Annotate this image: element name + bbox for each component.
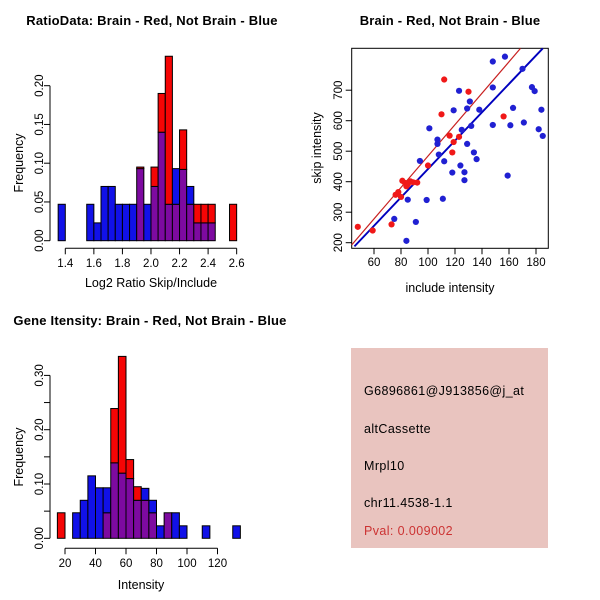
gene-intensity-histogram-bar-segment	[141, 500, 149, 538]
gene-intensity-histogram-y-tick-label: 0.00	[34, 527, 46, 550]
gene-intensity-histogram-bar-segment	[164, 513, 172, 539]
ratio-histogram-x-tick-label: 1.8	[114, 258, 131, 270]
ratio-histogram-bar-segment	[172, 169, 179, 205]
intensity-scatter-blue-point	[505, 173, 511, 179]
ratio-histogram-bar-segment	[144, 204, 151, 240]
gene-intensity-histogram-bar-segment	[157, 526, 165, 538]
scatter-ylabel: skip intensity	[310, 112, 324, 184]
gene-intensity-histogram-y-tick-label: 0.10	[34, 472, 46, 496]
ratio-histogram-bar-segment	[172, 204, 179, 240]
intensity-scatter-blue-point	[436, 151, 442, 157]
intensity-scatter-blue-point	[456, 88, 462, 94]
intensity-scatter-y-tick-label: 200	[333, 233, 345, 253]
ratio-histogram-x-tick-label: 2.2	[171, 258, 188, 270]
intensity-scatter-red-point	[398, 194, 404, 200]
scatter-title: Brain - Red, Not Brain - Blue	[359, 13, 541, 28]
gene-intensity-histogram-x-tick-label: 80	[150, 558, 163, 570]
ratio-histogram-y-tick-label: 0.05	[34, 190, 46, 214]
gene-intensity-histogram-bar-segment	[73, 513, 81, 539]
intensity-scatter-blue-point	[413, 219, 419, 225]
intensity-scatter-blue-point	[476, 107, 482, 113]
ratio-histogram-x-tick-label: 2.0	[142, 258, 159, 270]
gene-intensity-histogram-bar-segment	[141, 488, 149, 500]
gene-intensity-histogram-ylabel: Frequency	[12, 427, 26, 487]
gene-intensity-histogram-x-tick-label: 40	[89, 558, 102, 570]
intensity-scatter-blue-point	[507, 122, 513, 128]
intensity-scatter-red-point	[414, 180, 420, 186]
intensity-scatter-blue-point	[467, 98, 473, 104]
intensity-scatter-x-tick-label: 100	[418, 257, 438, 269]
ratio-histogram-bar-segment	[137, 169, 144, 241]
probe-id-text: G6896861@J913856@j_at	[364, 384, 525, 398]
ratio-histogram-y-tick-label: 0.10	[34, 152, 46, 175]
intensity-scatter-x-tick-label: 80	[394, 257, 408, 269]
ratio-histogram-ylabel: Frequency	[12, 133, 26, 193]
ratio-histogram-bar-segment	[208, 204, 215, 223]
ratio-histogram-bar-segment	[87, 204, 94, 240]
gene-intensity-histogram-bar-segment	[126, 460, 134, 479]
ratio-histogram-bar-segment	[115, 204, 122, 240]
intensity-scatter-blue-point	[502, 54, 508, 60]
splice-type-text: altCassette	[364, 422, 431, 436]
intensity-scatter-blue-point	[474, 156, 480, 162]
ratio-histogram-bar-segment	[151, 186, 158, 240]
intensity-scatter-red-point	[451, 139, 457, 145]
ratio-histogram-bar-segment	[165, 204, 172, 240]
ratio-histogram-bar-segment	[108, 186, 115, 240]
ratio-histogram-bar-segment	[130, 204, 137, 240]
ratio-histogram-bar-segment	[158, 132, 165, 241]
intensity-scatter-blue-point	[449, 169, 455, 175]
intensity-scatter-blue-point	[540, 133, 546, 139]
intensity-scatter-blue-point	[536, 126, 542, 132]
intensity-scatter-blue-point	[417, 158, 423, 164]
intensity-scatter-red-point	[447, 133, 453, 139]
ratio-histogram-bar-segment	[201, 223, 208, 241]
ratio-histogram-x-tick-label: 2.4	[200, 258, 217, 270]
intensity-scatter-red-point	[501, 113, 507, 119]
ratio-histogram-x-tick-label: 2.6	[228, 258, 245, 270]
intensity-scatter-blue-point	[464, 105, 470, 111]
intensity-scatter-blue-point	[457, 162, 463, 168]
gene-intensity-histogram-xlabel: Intensity	[117, 578, 165, 592]
intensity-scatter-red-point	[441, 76, 447, 82]
intensity-scatter-red-point	[388, 221, 394, 227]
gene-intensity-histogram-bar-segment	[134, 500, 142, 538]
intensity-scatter-blue-point	[471, 149, 477, 155]
gene-intensity-histogram-y-tick-label: 0.30	[34, 364, 46, 387]
intensity-scatter-blue-point	[521, 119, 527, 125]
ratio-histogram-xlabel: Log2 Ratio Skip/Include	[84, 276, 218, 290]
ratio-histogram-bar-segment	[180, 130, 187, 170]
intensity-scatter-blue-point	[434, 141, 440, 147]
intensity-scatter-blue-point	[538, 107, 544, 113]
gene-intensity-histogram-bar-segment	[202, 526, 210, 538]
gene-info-panel	[351, 348, 548, 548]
chromosome-text: chr11.4538-1.1	[364, 496, 453, 510]
gene-intensity-histogram-bar-segment	[103, 488, 111, 513]
intensity-scatter-blue-point	[391, 216, 397, 222]
intensity-scatter-blue-point	[490, 84, 496, 90]
gene-intensity-histogram-y-tick-label: 0.20	[34, 418, 46, 441]
intensity-scatter-x-tick-label: 120	[445, 257, 465, 269]
gene-intensity-histogram-bar-segment	[126, 479, 134, 539]
intensity-scatter-blue-point	[459, 127, 465, 133]
intensity-scatter-blue-point	[464, 141, 470, 147]
gene-intensity-histogram-bar-segment	[111, 409, 119, 463]
ratio-histogram-bar-segment	[101, 186, 108, 240]
intensity-scatter-blue-point	[532, 88, 538, 94]
intensity-scatter-blue-point	[461, 169, 467, 175]
intensity-scatter-x-tick-label: 60	[367, 257, 381, 269]
ratio-histogram-bar-segment	[201, 204, 208, 223]
pvalue-text: Pval: 0.009002	[364, 524, 453, 538]
ratio-histogram-x-tick-label: 1.4	[57, 258, 74, 270]
intensity-scatter-blue-point	[451, 107, 457, 113]
intensity-scatter-blue-point	[405, 197, 411, 203]
intensity-scatter-red-point	[438, 111, 444, 117]
intensity-scatter-blue-point	[490, 122, 496, 128]
intensity-scatter-y-tick-label: 300	[333, 202, 345, 222]
ratio-histogram-bar-segment	[158, 93, 165, 132]
ratio-histogram-bar-segment	[194, 204, 201, 223]
intensity-scatter-red-point	[425, 162, 431, 168]
intensity-scatter-blue-point	[426, 125, 432, 131]
intensity-scatter-x-tick-label: 160	[499, 257, 519, 269]
gene-intensity-histogram-bar-segment	[118, 473, 126, 538]
ratio-histogram-y-tick-label: 0.20	[34, 74, 46, 97]
gene-intensity-histogram-x-tick-label: 20	[58, 558, 72, 570]
intensity-scatter-y-tick-label: 500	[333, 141, 345, 161]
gene-intensity-histogram-bar-segment	[149, 500, 157, 512]
gene-intensity-histogram-bar-segment	[57, 513, 65, 539]
intensity-scatter-red-point	[370, 227, 376, 233]
intensity-scatter-x-tick-label: 180	[526, 257, 546, 269]
gene-intensity-histogram-bar-segment	[103, 513, 111, 539]
ratio-histogram-bar-segment	[180, 169, 187, 240]
ratio-histogram-bar-segment	[137, 167, 144, 169]
intensity-scatter-blue-point	[424, 197, 430, 203]
intensity-scatter-blue-point	[468, 123, 474, 129]
gene-intensity-histogram-x-tick-label: 100	[177, 558, 197, 570]
ratio-histogram-bar-segment	[187, 186, 194, 204]
intensity-scatter-y-tick-label: 600	[333, 111, 345, 131]
gene-intensity-histogram-bar-segment	[118, 356, 126, 473]
ratio-histogram-bar-segment	[151, 167, 158, 186]
ratio-histogram-bar-segment	[58, 204, 65, 240]
intensity-scatter-blue-point	[510, 105, 516, 111]
ratio-histogram-bar-segment	[194, 223, 201, 241]
gene-intensity-histogram-bar-segment	[134, 487, 142, 501]
intensity-scatter-blue-point	[461, 177, 467, 183]
intensity-scatter-y-tick-label: 400	[333, 172, 345, 192]
intensity-scatter-red-point	[465, 89, 471, 95]
ratio-histogram-bar-segment	[165, 56, 172, 204]
gene-intensity-histogram-bar-segment	[179, 526, 187, 538]
gene-intensity-histogram-bar-segment	[111, 463, 119, 538]
intensity-scatter-blue-point	[440, 196, 446, 202]
intensity-scatter-blue-point	[403, 238, 409, 244]
intensity-scatter-blue-point	[441, 158, 447, 164]
ratio-histogram-bar-segment	[122, 204, 129, 240]
ratio-histogram-bar-segment	[94, 223, 101, 241]
gene-intensity-histogram-x-tick-label: 60	[119, 558, 133, 570]
gene-intensity-histogram-bar-segment	[149, 513, 157, 539]
ratio-histogram-bar-segment	[208, 223, 215, 241]
intensity-scatter-red-point	[449, 149, 455, 155]
gene-intensity-histogram-bar-segment	[88, 476, 96, 538]
gene-intensity-histogram-x-tick-label: 120	[207, 558, 228, 570]
ratio-histogram-x-tick-label: 1.6	[85, 258, 102, 270]
gene-intensity-histogram-bar-segment	[80, 500, 88, 538]
intensity-scatter-x-tick-label: 140	[472, 257, 492, 269]
intensity-scatter-y-tick-label: 700	[333, 80, 345, 100]
ratio-histogram-y-tick-label: 0.00	[34, 229, 46, 252]
ratio-histogram-bar-segment	[187, 204, 194, 240]
gene-intensity-histogram-title: Gene Itensity: Brain - Red, Not Brain - Blue	[13, 313, 287, 328]
intensity-scatter-red-point	[456, 134, 462, 140]
gene-symbol-text: Mrpl10	[364, 459, 405, 473]
gene-intensity-histogram-bar-segment	[96, 488, 104, 538]
intensity-scatter-blue-point	[490, 58, 496, 64]
scatter-xlabel: include intensity	[405, 281, 495, 295]
intensity-scatter-blue-regression-line	[354, 48, 542, 246]
ratio-histogram-y-tick-label: 0.15	[34, 113, 46, 136]
intensity-scatter-blue-point	[519, 66, 525, 72]
ratio-histogram-title: RatioData: Brain - Red, Not Brain - Blue	[26, 13, 278, 28]
ratio-histogram-bar-segment	[230, 204, 237, 240]
gene-intensity-histogram-bar-segment	[233, 526, 241, 538]
intensity-scatter-red-point	[355, 224, 361, 230]
gene-intensity-histogram-bar-segment	[172, 513, 180, 539]
